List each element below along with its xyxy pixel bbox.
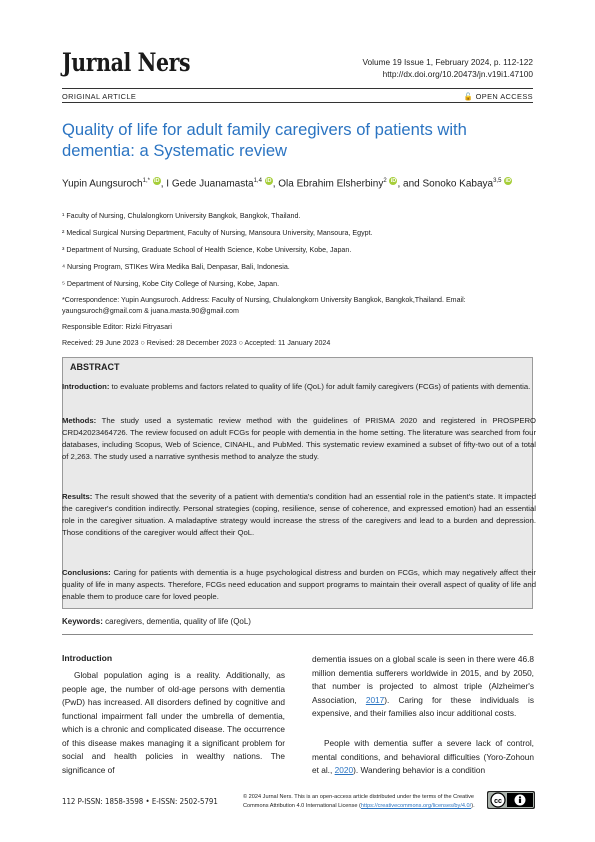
author-name: , and Sonoko Kabaya (397, 178, 494, 190)
journal-name: Jurnal Ners (62, 48, 191, 77)
author-name: , Ola Ebrahim Elsherbiny (272, 178, 384, 190)
keywords-text: caregivers, dementia, quality of life (QoL) (102, 617, 251, 626)
body-paragraph: Global population aging is a reality. Additionally, as people age, the number of old-age persons with dementia (PwD) has increased. All disorders defined by cognitive and functional impairment fall under the umbrella of dementia, which is a chronic and complicated disease. The occurrence of this disease makes managing it a significant problem for social and health policies in wealthy nations. The significance of (62, 670, 285, 775)
volume-info: Volume 19 Issue 1, February 2024, p. 112-122 (362, 57, 533, 67)
responsible-editor: Responsible Editor: Rizki Fitryasari (62, 323, 172, 331)
article-dates: Received: 29 June 2023 ○ Revised: 28 December 2023 ○ Accepted: 11 January 2024 (62, 339, 331, 347)
abstract-label: Introduction: (62, 382, 110, 391)
orcid-icon[interactable]: iD (265, 178, 272, 184)
correspondence: *Correspondence: Yupin Aungsuroch. Address: Faculty of Nursing, Chulalongkorn University Bangkok, Bangkok,Thailand. Email: yaungsuroch@gmail.com & juana.masta.90@gmail.com (62, 296, 466, 315)
cc-by-icon[interactable] (487, 791, 535, 809)
article-meta (362, 56, 533, 80)
page-number-issn: 112 P-ISSN: 1858-3598 • E-ISSN: 2502-5791 (62, 797, 218, 806)
doi-link[interactable]: http://dx.doi.org/10.20473/jn.v19i1.47100 (382, 69, 533, 79)
license-link[interactable]: https://creativecommons.org/licenses/by/4.0/ (360, 803, 472, 809)
orcid-icon[interactable]: iD (505, 178, 511, 184)
orcid-icon[interactable]: iD (390, 178, 397, 184)
author-affil-sup: 1,4 (253, 178, 262, 184)
citation-link[interactable]: 2020 (334, 765, 354, 775)
lock-icon: 🔓 (463, 92, 474, 101)
license-notice: © 2024 Jurnal Ners. This is an open-access article distributed under the terms of the Creative Commons Attribution 4.0 International License (https://creativecommons.org/licenses/by/4.0/). (243, 794, 475, 809)
affiliation: ¹ Faculty of Nursing, Chulalongkorn University Bangkok, Bangkok, Thailand. (62, 212, 301, 220)
header-rule-top (62, 88, 533, 89)
keywords-rule (62, 634, 533, 635)
open-access-badge (464, 92, 533, 101)
svg-text:cc: cc (494, 798, 502, 805)
author-affil-sup: 3,5 (493, 178, 502, 184)
body-paragraph: People with dementia suffer a severe lack of control, mental conditions, and behavioral difficulties (Yoro-Zohoun et al., 2020). Wandering behavior is a condition (312, 738, 534, 775)
author-affil-sup: 1,* (142, 178, 150, 184)
keywords (62, 617, 251, 626)
abstract-heading: ABSTRACT (70, 362, 120, 372)
author-name: , I Gede Juanamasta (160, 178, 254, 190)
article-title: Quality of life for adult family caregivers of patients with dementia: a Systematic review (62, 120, 467, 160)
author-affil-sup: 2 (383, 178, 387, 184)
abstract-introduction: Introduction: to evaluate problems and factors related to quality of life (QoL) for adult family caregivers (FCGs) of patients with dementia. (62, 382, 531, 391)
author-list (62, 173, 532, 192)
abstract-results: Results: The result showed that the severity of a patient with dementia's condition had an essential role in the patient's state. It impacted the caregiver's condition indirectly. Personal strategies (coping, resilience, sense of coherence, and expressed emotion) had an essential role in the caregiver situation. A maladaptive strategy would increase the stress of the caregivers and lead to a burden and depression. Those conditions of the caregiver would affect their QoL. (62, 492, 536, 538)
affiliation: ⁴ Nursing Program, STIKes Wira Medika Bali, Denpasar, Bali, Indonesia. (62, 263, 290, 271)
header-rule-bottom (62, 102, 533, 103)
abstract-label: Results: (62, 492, 93, 501)
abstract-conclusions: Conclusions: Caring for patients with dementia is a huge psychological distress and burden on FCGs, which may negatively affect their quality of life in many aspects. Therefore, FCGs need education and support programs to maintain their overall aspect of quality of life and enable them to produce care for loved people. (62, 568, 536, 602)
affiliation: ³ Department of Nursing, Graduate School of Health Science, Kobe University, Kobe, Japan. (62, 246, 352, 254)
affiliation: ⁵ Department of Nursing, Kobe City College of Nursing, Kobe, Japan. (62, 280, 280, 288)
abstract-label: Conclusions: (62, 568, 111, 577)
abstract-label: Methods: (62, 416, 97, 425)
author-name: Yupin Aungsuroch (62, 178, 143, 190)
body-paragraph: dementia issues on a global scale is seen in there were 46.8 million dementia sufferers worldwide in 2015, and by 2050, that number is projected to almost triple (Alzheimer's Association, 2017). Caring for these individuals is expensive, and their families also incur additional costs. (312, 654, 534, 718)
keywords-label: Keywords: (62, 617, 103, 626)
orcid-icon[interactable]: iD (154, 178, 160, 184)
article-type: ORIGINAL ARTICLE (62, 92, 137, 101)
abstract-methods: Methods: The study used a systematic review method with the guidelines of PRISMA 2020 and registered in PROSPERO CRD42023464726. The review focused on adult FCGs for people with dementia in the home setting. The literature was searched from four databases, including Scopus, Web of Science, CINAHL, and PubMed. This systematic review examined a subset of fifty-two out of a total of 2,263. The study used a narrative synthesis method to analyze the study. (62, 416, 536, 462)
affiliation: ² Medical Surgical Nursing Department, Faculty of Nursing, Mansoura University, Mansoura, Egypt. (62, 229, 373, 237)
section-heading: Introduction (62, 653, 113, 663)
citation-link[interactable]: 2017 (365, 694, 385, 705)
open-access-label: OPEN ACCESS (475, 92, 533, 101)
